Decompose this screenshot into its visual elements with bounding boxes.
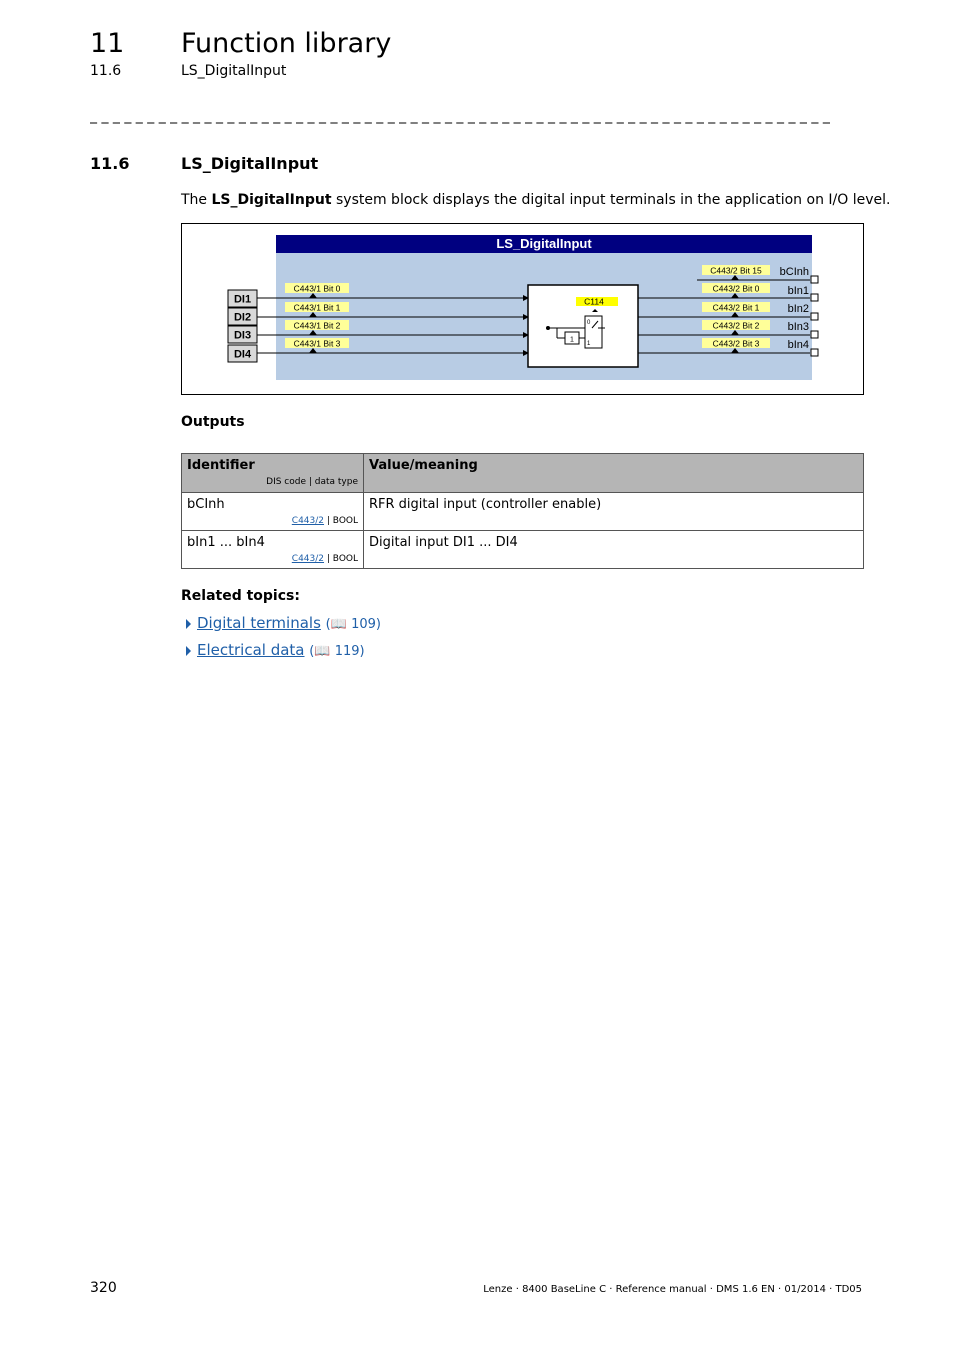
row-meaning: Digital input DI1 ... DI4 <box>364 531 864 569</box>
row-identifier: bIn1 ... bIn4 <box>187 535 265 550</box>
data-type: | BOOL <box>326 554 358 564</box>
output-name-bin1: bIn1 <box>787 285 809 297</box>
page-number: 320 <box>90 1280 117 1296</box>
intro-paragraph <box>181 192 891 208</box>
book-icon: 📖 <box>314 644 331 659</box>
block-diagram-frame <box>181 223 864 395</box>
table-header-row <box>182 454 864 493</box>
section-title: LS_DigitalInput <box>181 154 319 173</box>
row-identifier-cell <box>182 493 364 531</box>
output-connectors <box>811 276 818 356</box>
footer-doc-info: Lenze · 8400 BaseLine C · Reference manual · DMS 1.6 EN · 01/2014 · TD05 <box>483 1284 862 1295</box>
row-identifier: bCInh <box>187 497 225 512</box>
related-link-electrical-data[interactable] <box>186 641 365 659</box>
header-identifier-label: Identifier <box>187 458 255 473</box>
switch-label-0: 0 <box>587 320 591 326</box>
switch-label-1: 1 <box>587 341 591 347</box>
arrow-right-icon <box>186 646 191 656</box>
chapter-number: 11 <box>90 28 125 59</box>
input-code-2-text: C443/1 Bit 1 <box>293 302 341 313</box>
output-code-bin1-text: C443/2 Bit 0 <box>712 283 760 294</box>
row-subnote <box>187 516 358 526</box>
page-ref[interactable]: (📖 109) <box>325 617 381 632</box>
link-text[interactable]: Electrical data <box>197 641 305 659</box>
output-name-bin4: bIn4 <box>787 339 809 351</box>
related-link-digital-terminals[interactable] <box>186 614 381 632</box>
code-link[interactable]: C443/2 <box>291 554 325 564</box>
output-name-bin3: bIn3 <box>787 321 809 333</box>
chapter-title: Function library <box>181 28 392 59</box>
output-connector-bin4 <box>811 349 818 356</box>
row-meaning: RFR digital input (controller enable) <box>364 493 864 531</box>
output-name-bin2: bIn2 <box>787 303 809 315</box>
output-connector-bin3 <box>811 331 818 338</box>
terminal-di2-label: DI2 <box>233 311 252 324</box>
row-identifier-cell <box>182 531 364 569</box>
output-connector-bin1 <box>811 294 818 301</box>
output-name-bcinh: bCInh <box>779 266 809 278</box>
inverter-label: 1 <box>570 336 574 344</box>
intro-text-pre: The <box>181 192 212 208</box>
output-code-bin4-text: C443/2 Bit 3 <box>712 338 760 349</box>
inner-code-text: C114 <box>584 296 604 307</box>
terminal-di4-label: DI4 <box>233 348 252 361</box>
intro-text-post: system block displays the digital input terminals in the application on I/O level. <box>331 192 891 208</box>
related-topics-heading: Related topics: <box>181 588 300 604</box>
header-section-title: LS_DigitalInput <box>181 63 287 79</box>
row-subnote <box>187 554 358 564</box>
block-diagram <box>182 224 863 394</box>
outputs-table <box>181 453 864 569</box>
terminal-di3-label: DI3 <box>233 329 252 342</box>
table-row <box>182 531 864 569</box>
input-code-3-text: C443/1 Bit 2 <box>293 320 341 331</box>
output-code-bin3-text: C443/2 Bit 2 <box>712 320 760 331</box>
header-subnote: DIS code | data type <box>266 477 358 487</box>
header-rule: _ _ _ _ _ _ _ _ _ _ _ _ _ _ _ _ _ _ _ _ _ _ _ _ _ _ _ _ _ _ _ _ _ _ _ _ _ _ _ _ _ _ _ _ _ _ _ _ _ _ _ _ _ _ _ _ _ _ _ _ _ _ _ _ _ <box>90 108 830 124</box>
intro-text-bold: LS_DigitalInput <box>211 192 332 208</box>
terminal-di1-label: DI1 <box>233 293 252 306</box>
output-connector-bin2 <box>811 313 818 320</box>
header-value: Value/meaning <box>364 454 864 493</box>
arrow-right-icon <box>186 619 191 629</box>
page-ref[interactable]: (📖 119) <box>309 644 365 659</box>
link-text[interactable]: Digital terminals <box>197 614 321 632</box>
input-terminals <box>228 290 257 362</box>
code-link[interactable]: C443/2 <box>291 516 325 526</box>
header-identifier <box>182 454 364 493</box>
header-section-number: 11.6 <box>90 63 122 79</box>
input-code-1-text: C443/1 Bit 0 <box>293 283 341 294</box>
data-type: | BOOL <box>326 516 358 526</box>
inverter-input-node <box>546 326 550 330</box>
section-number: 11.6 <box>90 154 130 173</box>
book-icon: 📖 <box>330 617 347 632</box>
outputs-heading: Outputs <box>181 414 245 430</box>
output-code-bcinh-text: C443/2 Bit 15 <box>710 265 762 276</box>
input-code-4-text: C443/1 Bit 3 <box>293 338 341 349</box>
table-row <box>182 493 864 531</box>
output-code-bin2-text: C443/2 Bit 1 <box>712 302 760 313</box>
output-connector-bcinh <box>811 276 818 283</box>
block-title: LS_DigitalInput <box>496 236 592 251</box>
page-ref-number: 119 <box>334 644 360 659</box>
page-ref-number: 109 <box>351 617 376 632</box>
